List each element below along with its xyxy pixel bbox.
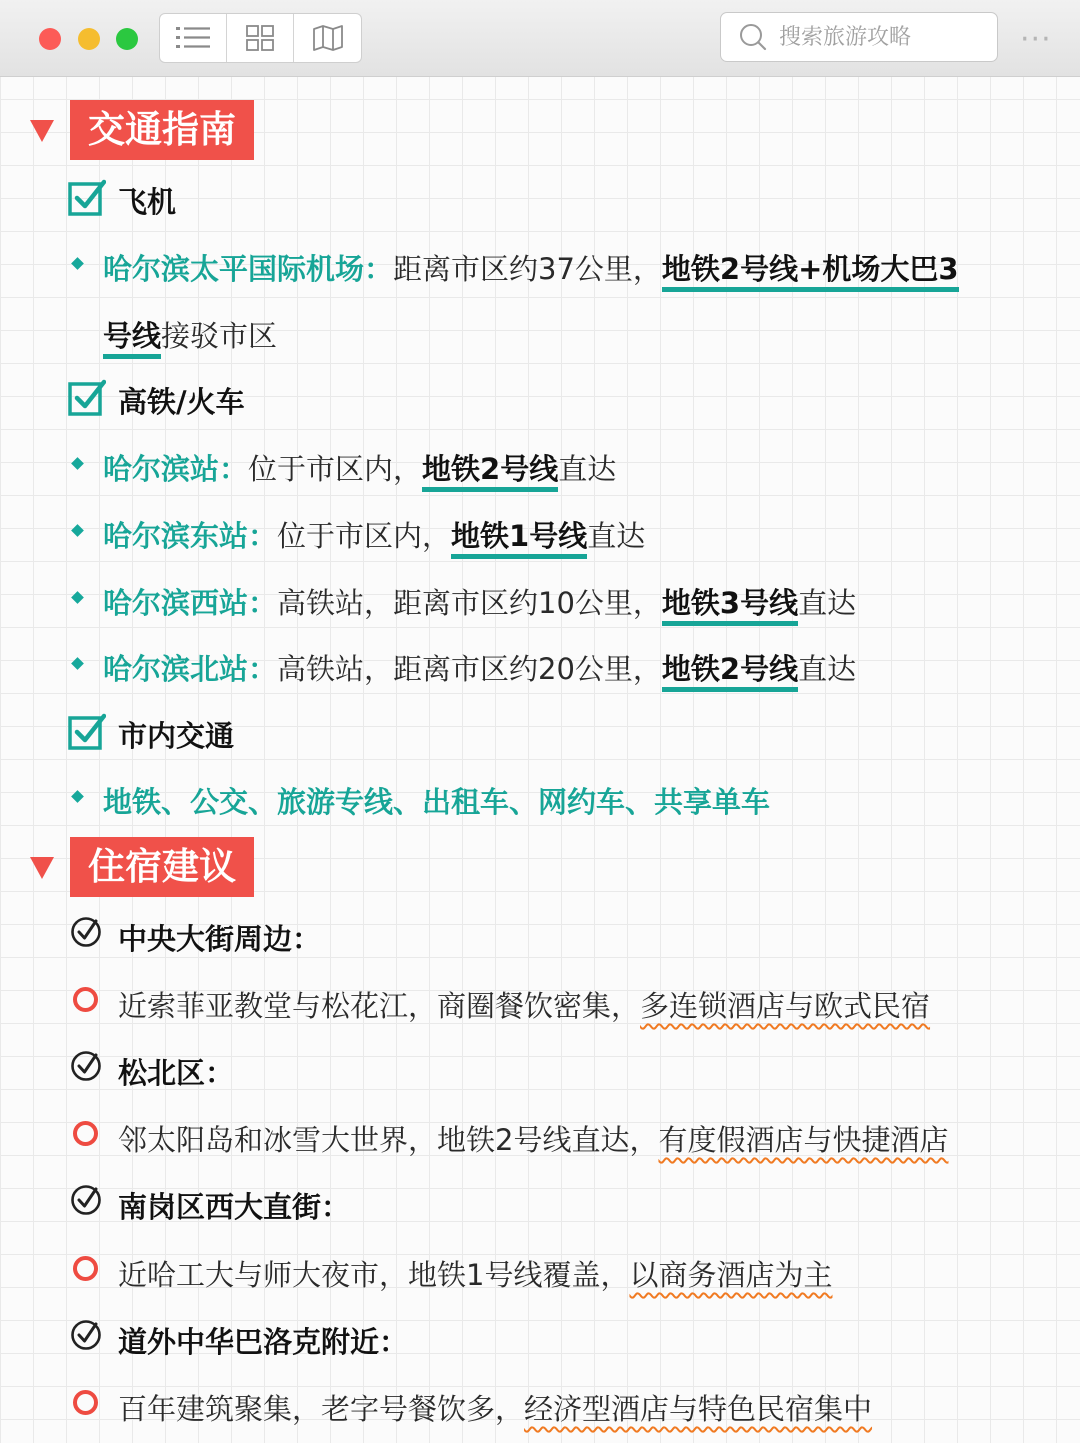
- search-icon: [739, 23, 767, 51]
- item-text: 高铁站，距离市区约20公里，: [277, 652, 662, 686]
- item-tail: 直达: [798, 652, 857, 686]
- area-highlight: 有度假酒店与快捷酒店: [658, 1123, 949, 1157]
- diamond-bullet-icon: [71, 257, 84, 270]
- checkbox-checked-icon: [68, 378, 106, 416]
- item-highlight: 地铁1号线: [451, 519, 587, 559]
- view-switcher: [159, 13, 362, 63]
- close-window-button[interactable]: [39, 28, 61, 50]
- item-text: 距离市区约37公里，: [393, 252, 662, 286]
- item-highlight: 地铁2号线+机场大巴3: [662, 252, 959, 292]
- item-line: [103, 647, 856, 688]
- area-highlight: 以商务酒店为主: [629, 1258, 833, 1292]
- subheading-label: 飞机: [118, 185, 177, 219]
- subheading-label: 市内交通: [118, 719, 235, 753]
- item-line: [103, 314, 277, 355]
- item-text: 位于市区内，: [248, 452, 423, 486]
- list-view-button[interactable]: [160, 14, 227, 62]
- item-highlight: 地铁3号线: [662, 586, 798, 626]
- item-line: [103, 447, 616, 488]
- section-title: 交通指南: [70, 100, 254, 160]
- item-highlight: 地铁2号线: [422, 452, 558, 492]
- checkbox-checked-icon: [68, 178, 106, 216]
- grid-icon: [246, 25, 274, 51]
- circle-bullet-icon: [73, 1256, 98, 1281]
- diamond-bullet-icon: [71, 790, 84, 803]
- area-label: 松北区：: [118, 1056, 235, 1090]
- circle-bullet-icon: [73, 1390, 98, 1415]
- diamond-bullet-icon: [71, 591, 84, 604]
- item-text: 高铁站，距离市区约10公里，: [277, 586, 662, 620]
- collapse-triangle-icon[interactable]: [30, 120, 54, 142]
- check-circle-icon: [70, 1183, 104, 1217]
- search-box[interactable]: [720, 12, 998, 62]
- item-line: [103, 581, 856, 622]
- map-view-button[interactable]: [294, 14, 361, 62]
- window-titlebar: [0, 0, 1080, 77]
- subheading-label: 高铁/火车: [118, 385, 245, 419]
- item-tail: 接驳市区: [161, 319, 278, 353]
- transport-modes: 地铁、公交、旅游专线、出租车、网约车、共享单车: [103, 785, 771, 819]
- minimize-window-button[interactable]: [78, 28, 100, 50]
- item-highlight: 号线: [103, 319, 161, 359]
- item-highlight: 地铁2号线: [662, 652, 798, 692]
- grid-view-button[interactable]: [227, 14, 294, 62]
- item-name: 哈尔滨北站：: [103, 652, 278, 686]
- item-line: [103, 247, 959, 288]
- more-options-button[interactable]: ···: [1020, 22, 1052, 57]
- area-label: 中央大街周边：: [118, 922, 322, 956]
- check-circle-icon: [70, 915, 104, 949]
- checkbox-checked-icon: [68, 712, 106, 750]
- collapse-triangle-icon[interactable]: [30, 857, 54, 879]
- diamond-bullet-icon: [71, 657, 84, 670]
- item-name: 哈尔滨西站：: [103, 586, 278, 620]
- diamond-bullet-icon: [71, 457, 84, 470]
- item-name: 哈尔滨站：: [103, 452, 249, 486]
- item-tail: 直达: [587, 519, 646, 553]
- area-highlight: 经济型酒店与特色民宿集中: [524, 1392, 873, 1426]
- check-circle-icon: [70, 1049, 104, 1083]
- area-line: [118, 984, 930, 1025]
- area-text: 百年建筑聚集，老字号餐饮多，: [118, 1392, 525, 1426]
- item-tail: 直达: [798, 586, 857, 620]
- diamond-bullet-icon: [71, 524, 84, 537]
- area-highlight: 多连锁酒店与欧式民宿: [640, 989, 931, 1023]
- circle-bullet-icon: [73, 1121, 98, 1146]
- area-label: 道外中华巴洛克附近：: [118, 1325, 409, 1359]
- list-icon: [175, 24, 211, 52]
- item-text: 位于市区内，: [277, 519, 452, 553]
- area-text: 近索菲亚教堂与松花江，商圈餐饮密集，: [118, 989, 641, 1023]
- item-line: [103, 514, 645, 555]
- maximize-window-button[interactable]: [116, 28, 138, 50]
- area-text: 近哈工大与师大夜市，地铁1号线覆盖，: [118, 1258, 630, 1292]
- item-name: 哈尔滨太平国际机场：: [103, 252, 394, 286]
- item-tail: 直达: [558, 452, 617, 486]
- area-label: 南岗区西大直街：: [118, 1190, 351, 1224]
- map-icon: [313, 25, 343, 51]
- search-input[interactable]: [777, 24, 991, 51]
- section-title: 住宿建议: [70, 837, 254, 897]
- circle-bullet-icon: [73, 987, 98, 1012]
- area-line: [118, 1387, 872, 1428]
- item-name: 哈尔滨东站：: [103, 519, 278, 553]
- check-circle-icon: [70, 1318, 104, 1352]
- area-line: [118, 1118, 948, 1159]
- area-text: 邻太阳岛和冰雪大世界，地铁2号线直达，: [118, 1123, 659, 1157]
- area-line: [118, 1253, 832, 1294]
